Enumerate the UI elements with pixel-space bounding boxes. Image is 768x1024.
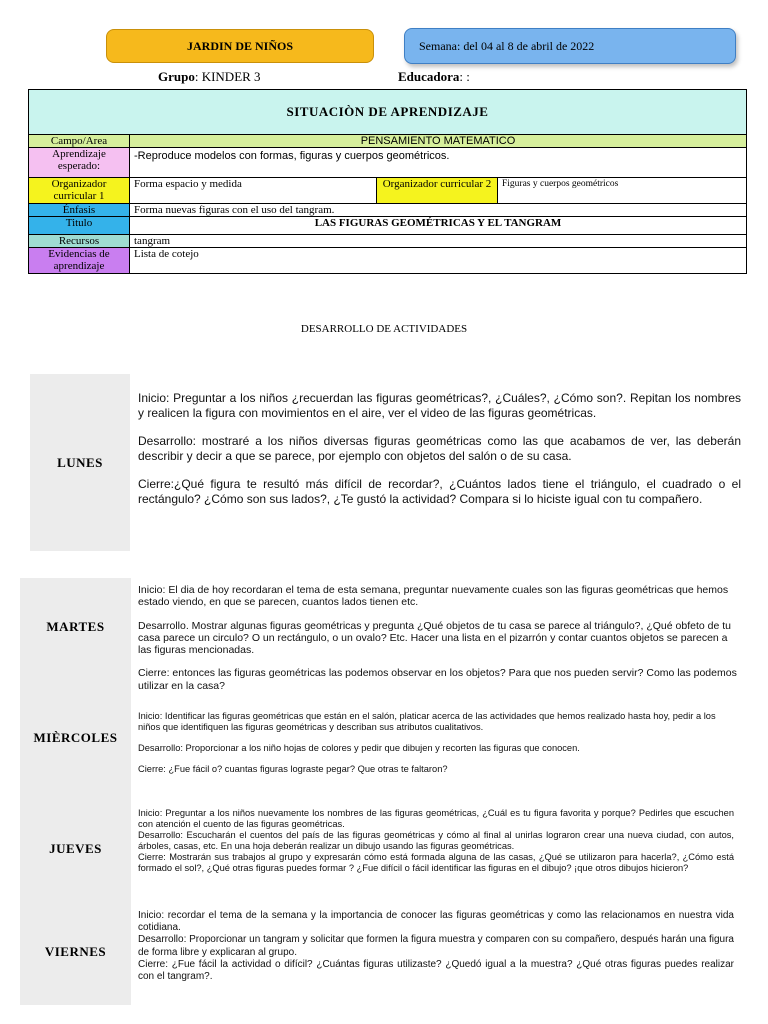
recursos-row [29,235,747,248]
educator-line [398,69,470,85]
martes-inicio: Inicio: El dia de hoy recordaran el tema de esta semana, preguntar nuevamente cuales son las figuras geométricas que hemos estado viendo, en que se parecen, cuantos lados tienen etc. [138,584,729,609]
group-line [158,69,261,85]
group-label: Grupo [158,69,195,84]
educator-label: Educadora [398,69,460,84]
lunes-inicio: Inicio: Preguntar a los niños ¿recuerdan las figuras geométricas?, ¿Cuáles?, ¿Cómo son?. Repitan los nombres y realicen la figura con movimientos en el aire, ver el video de las figuras geométricas. [138,391,741,420]
viernes-desarrollo: Desarrollo: Proporcionar un tangram y solicitar que formen la figura muestra y comparen con su compañero, después harán una figura de forma libre y explicaran al grupo. [138,934,734,958]
enfasis-value: Forma nuevas figuras con el uso del tangram. [130,204,747,217]
day-miercoles [20,676,131,799]
table-title: SITUACIÒN DE APRENDIZAJE [29,90,747,135]
day-lunes [30,374,130,551]
enfasis-row [29,204,747,217]
week-badge [404,28,736,64]
table-title-row [29,90,747,135]
aprendizaje-value: -Reproduce modelos con formas, figuras y cuerpos geométricos. [130,148,747,178]
titulo-label: Titulo [29,217,130,235]
miercoles-inicio: Inicio: Identificar las figuras geométricas que están en el salón, platicar acerca de las actividades que hemos realizado hasta hoy, pedir a los niños que identifiquen las figuras geométricas y describan sus atributos cualitativos. [138,711,716,732]
organizador-row [29,178,747,204]
educator-value: : : [459,69,470,84]
day-viernes [20,899,131,1005]
organizador2-value: Figuras y cuerpos geométricos [498,178,747,204]
campo-value: PENSAMIENTO MATEMATICO [130,135,747,148]
campo-label: Campo/Area [29,135,130,148]
titulo-row [29,217,747,235]
day-jueves-label: JUEVES [49,841,102,856]
miercoles-cierre: Cierre: ¿Fue fácil o? cuantas figuras lograste pegar? Que otras te faltaron? [138,764,448,774]
miercoles-desarrollo: Desarrollo: Proporcionar a los niño hojas de colores y pedir que dibujen y recorten las figuras que conocen. [138,743,580,753]
school-name: JARDIN DE NIÑOS [186,38,293,53]
miercoles-activities [138,711,738,785]
evidencias-label: Evidencias de aprendizaje [29,248,130,274]
section-heading: DESARROLLO DE ACTIVIDADES [300,323,468,335]
martes-desarrollo: Desarrollo. Mostrar algunas figuras geométricas y pregunta ¿Qué objetos de tu casa se parece al triángulo?, ¿Qué obfeto de tu casa parece un circulo? O un rectángulo, o un ovalo? Etc. Hacer una lista en el pizarrón y contar cuantos objetos se parecen a las figuras mencionadas. [138,619,731,657]
martes-cierre: Cierre: entonces las figuras geométricas las podemos observar en los objetos? Para que nos pueden servir? Como las podemos utilizar en la casa? [138,667,737,692]
day-martes-label: MARTES [46,619,105,634]
day-martes [20,578,131,676]
day-jueves [20,799,131,899]
lunes-desarrollo: Desarrollo: mostraré a los niños diversas figuras geométricas como las que acabamos de ver, las deberán describir y decir a que se parece, por ejemplo con objetos del salón o de su casa. [138,434,741,463]
viernes-inicio: Inicio: recordar el tema de la semana y la importancia de conocer las figuras geométricas y como las relacionamos en nuestra vida cotidiana. [138,910,734,934]
enfasis-label: Énfasis [29,204,130,217]
organizador1-value: Forma espacio y medida [130,178,377,204]
lunes-activities [138,391,741,520]
organizador2-label: Organizador curricular 2 [377,178,498,204]
group-value: : KINDER 3 [194,69,261,84]
evidencias-value: Lista de cotejo [130,248,747,274]
lunes-cierre: Cierre:¿Qué figura te resultó más difícil de recordar?, ¿Cuántos lados tiene el triángulo, el cuadrado o el rectángulo? ¿Cómo son sus lados?, ¿Te gustó la actividad? Compara si lo hiciste igual con tu compañero. [138,477,741,506]
aprendizaje-label: Aprendizaje esperado: [29,148,130,178]
recursos-value: tangram [130,235,747,248]
learning-situation-table [28,89,747,274]
jueves-cierre: Cierre: Mostrarán sus trabajos al grupo y expresarán cómo está formada alguna de las casas, ¿Qué se utilizaron para hacerla?, ¿Cómo está formado el sol?, ¿Qué otras figuras puedes formar ? ¿Fue difícil o fácil identificar las figuras en el dibujo? ¡que otros dibujos hicieron? [138,852,734,873]
jueves-inicio: Inicio: Preguntar a los niños nuevamente los nombres de las figuras geométricas, ¿Cuál es tu figura favorita y porque? Pedirles que escuchen con atención el cuento de las figuras geométricas. [138,808,734,829]
jueves-activities [138,808,734,874]
day-miercoles-label: MIÈRCOLES [33,729,118,745]
viernes-activities [138,910,734,983]
day-lunes-label: LUNES [57,454,103,470]
organizador1-label: Organizador curricular 1 [29,178,130,204]
viernes-cierre: Cierre: ¿Fue fácil la actividad o difícil? ¿Cuántas figuras utilizaste? ¿Quedó igual a la muestra? ¿Qué otras figuras puedes realizar con el tangram?. [138,958,734,983]
jueves-desarrollo: Desarrollo: Escucharán el cuentos del país de las figuras geométricas y cómo al final al unirlas lograron crear una nueva ciudad, con autos, árboles, casas, etc. En una hoja deberán realizar un dibujo usando las figuras geométricas. [138,830,734,851]
martes-activities [138,584,738,703]
week-text: Semana: del 04 al 8 de abril de 2022 [419,38,595,53]
recursos-label: Recursos [29,235,130,248]
day-viernes-label: VIERNES [44,944,107,959]
school-badge [106,29,374,63]
titulo-value: LAS FIGURAS GEOMÉTRICAS Y EL TANGRAM [130,217,747,235]
evidencias-row [29,248,747,274]
aprendizaje-row [29,148,747,178]
campo-row [29,135,747,148]
